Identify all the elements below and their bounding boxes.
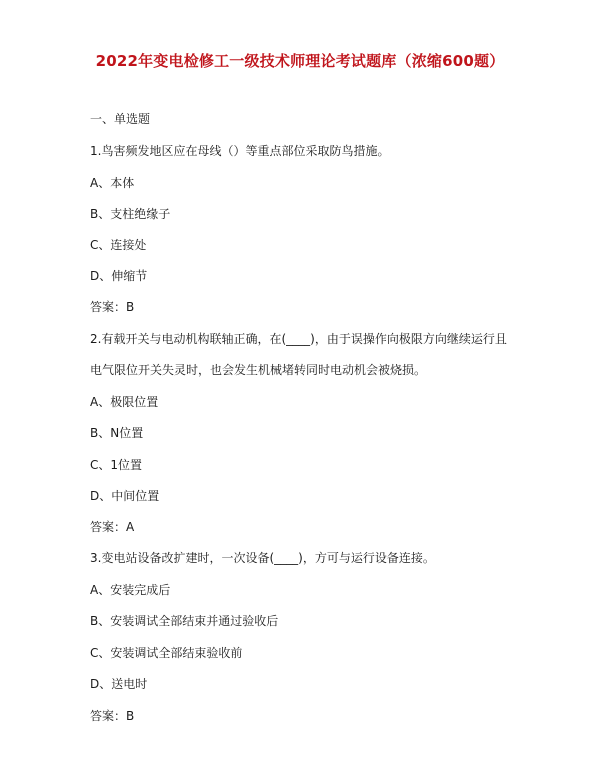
question-1-answer: 答案：B <box>90 300 135 314</box>
question-3-answer: 答案：B <box>90 709 135 723</box>
question-3-option-a: A、安装完成后 <box>90 583 171 597</box>
question-1-option-d: D、伸缩节 <box>90 269 148 283</box>
question-3-stem: 3.变电站设备改扩建时，一次设备(____)，方可与运行设备连接。 <box>90 551 435 565</box>
question-1-option-c: C、连接处 <box>90 238 147 252</box>
question-2-stem-line-1: 2.有载开关与电动机构联轴正确，在(____)，由于误操作向极限方向继续运行且 <box>90 332 507 346</box>
question-2-option-d: D、中间位置 <box>90 489 160 503</box>
question-2-answer: 答案：A <box>90 520 135 534</box>
question-2-option-c: C、1位置 <box>90 458 143 472</box>
question-2-option-a: A、极限位置 <box>90 395 159 409</box>
question-1-stem: 1.鸟害频发地区应在母线（）等重点部位采取防鸟措施。 <box>90 144 390 158</box>
question-3-option-b: B、安装调试全部结束并通过验收后 <box>90 614 279 628</box>
question-2-option-b: B、N位置 <box>90 426 144 440</box>
section-heading: 一、单选题 <box>90 112 151 126</box>
question-2-stem-line-2: 电气限位开关失灵时，也会发生机械堵转同时电动机会被烧损。 <box>90 363 427 377</box>
question-1-option-a: A、本体 <box>90 176 135 190</box>
question-1-option-b: B、支柱绝缘子 <box>90 207 171 221</box>
question-3-option-d: D、送电时 <box>90 677 148 691</box>
page-title: 2022年变电检修工一级技术师理论考试题库（浓缩600题） <box>95 52 505 70</box>
question-3-option-c: C、安装调试全部结束验收前 <box>90 646 243 660</box>
